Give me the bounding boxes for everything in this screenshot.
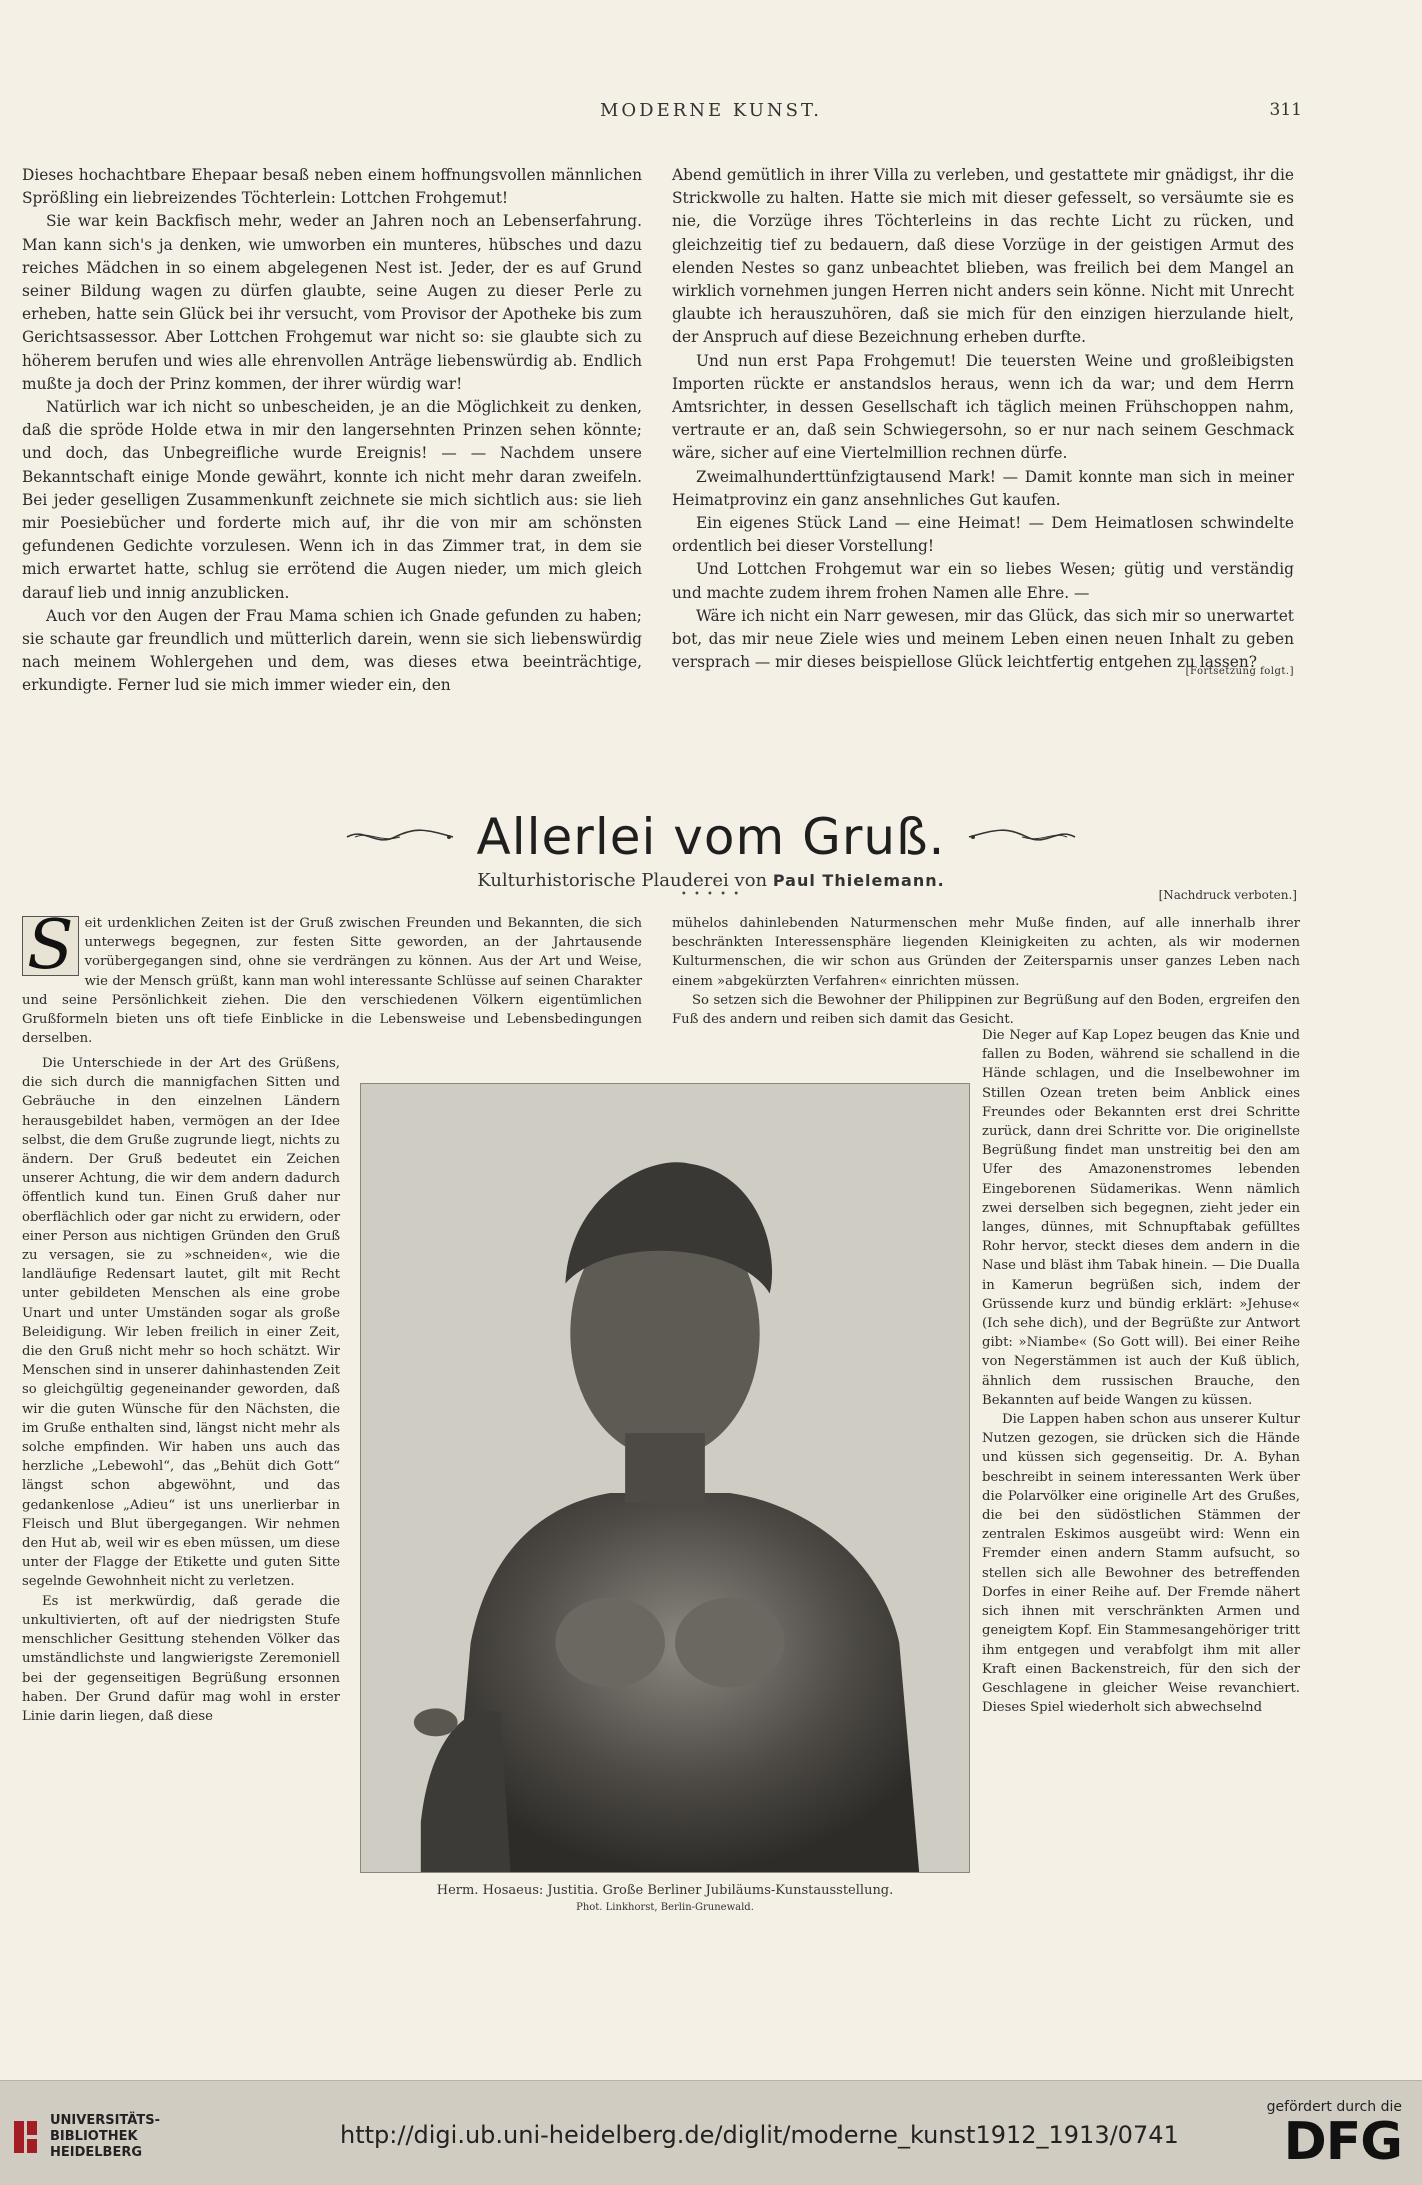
paragraph: Die Unterschiede in der Art des Grüßens, die sich durch die mannigfachen Sitten und Gebräuche in den einzelnen Ländern herausgebildet haben, vermögen an der Idee selbst, die dem Gruße zugrunde liegt, nichts zu ändern. Der Gruß bedeutet ein Zeichen unserer Achtung, die wir dem andern dadurch öffentlich kund tun. Einen Gruß daher nur oberflächlich oder gar nicht zu erwidern, oder einer Person aus nichtigen Gründen den Gruß zu versagen, sie zu »schneiden«, wie die landläufige Redensart lautet, gilt mit Recht unter gebildeten Menschen als eine grobe Unart und unter Umständen sogar als große Beleidigung. Wir leben freilich in einer Zeit, die den Gruß nicht mehr so hoch schätzt. Wir Menschen sind in unserer dahinhastenden Zeit so gleichgültig gegeneinander geworden, daß wir die guten Wünsche für den Nächsten, die im Gruße enthalten sind, längst nicht mehr als solche empfinden. Wir haben uns auch das herzliche „Lebewohl“, das „Behüt dich Gott“ längst schon abgewöhnt, und das gedankenlose „Adieu“ ist uns unerlierbar in Fleisch und Blut übergegangen. Wir nehmen den Hut ab, weil wir es eben müssen, um diese unter der Flagge der Etikette und guten Sitte segelnde Gewohnheit nicht zu verletzen. [22, 1056, 340, 1590]
subtitle-prefix: Kulturhistorische Plauderei von [477, 870, 768, 891]
article-column-right [982, 1026, 1300, 1717]
article-heading [0, 808, 1422, 900]
institution-line: HEIDELBERG [50, 2145, 143, 2160]
paragraph: Natürlich war ich nicht so unbescheiden, je an die Möglichkeit zu denken, daß die spröde Holde etwa in mir den langersehnten Prinzen sehen könnte; und doch, das Unbegreifliche wurde Ereignis! — — Nachdem unsere Bekanntschaft einige Monde gewährt, konnte ich nicht mehr daran zweifeln. Bei jeder geselligen Zusammenkunft zeichnete sie mich sichtlich aus: sie lieh mir Poesiebücher und forderte mich auf, ihr die von mir am schönsten gefundenen Gedichte vorzulesen. Wenn ich in das Zimmer trat, in dem sie mich erwartet hatte, schlug sie errötend die Augen nieder, um mich gleich darauf lieb und innig anzublicken. [22, 398, 642, 602]
running-title: MODERNE KUNST. [599, 100, 823, 121]
institution-line: BIBLIOTHEK [50, 2129, 138, 2144]
continued-note: [Fortsetzung folgt.] [1185, 666, 1294, 678]
library-logo-icon [12, 2119, 40, 2155]
reprint-note: [Nachdruck verboten.] [1158, 888, 1297, 902]
paragraph: So setzen sich die Bewohner der Philippinen zur Begrüßung auf den Boden, ergreifen den Fuß des andern und reiben sich damit das Gesicht. [672, 992, 1300, 1028]
article-column-left [22, 1054, 340, 1726]
article-column-right-top [672, 914, 1300, 1029]
institution-name [50, 2113, 160, 2161]
drop-cap: S [22, 916, 79, 976]
statue-image-icon [361, 1084, 969, 1872]
funded-by-text: gefördert durch die [1266, 2099, 1402, 2115]
dfg-logo: DFG [1283, 2112, 1402, 2172]
paragraph [22, 906, 642, 1048]
paragraph: Dieses hochachtbare Ehepaar besaß neben einem hoffnungsvollen männlichen Sprößling ein liebreizendes Töchterlein: Lottchen Frohgemut! [22, 166, 642, 208]
paragraph: Und Lottchen Frohgemut war ein so liebes Wesen; gütig und verständig und machte zudem ihrem frohen Namen alle Ehre. — [672, 560, 1294, 602]
paragraph: Die Lappen haben schon aus unserer Kultur Nutzen gezogen, sie drücken sich die Hände und küssen sich gegenseitig. Dr. A. Byhan beschreibt in seinem interessanten Werk über die Polarvölker eine originelle Art des Grußes, die bei den südöstlichen Stämmen der zentralen Eskimos ausgeübt wird: Wenn ein Fremder einen andern Stamm aufsucht, so stellen sich alle Bewohner des betreffenden Dorfes in einer Reihe auf. Der Fremde nähert sich ihnen mit verschränkten Armen und geneigtem Kopf. Ein Stammesangehöriger tritt ihm entgegen und verabfolgt ihm mit aller Kraft einen Backenstreich, für den sich der Geschlagene in gleicher Weise revanchiert. Dieses Spiel wiederholt sich abwechselnd [982, 1412, 1300, 1716]
paragraph: Sie war kein Backfisch mehr, weder an Jahren noch an Lebenserfahrung. Man kann sich's ja denken, wie umworben ein munteres, hübsches und dazu reiches Mädchen in so einem abgelegenen Nest ist. Jeder, der es auf Grund seiner Bildung wagen zu dürfen glaubte, seine Augen zu dieser Perle zu erheben, hatte sein Glück bei ihr versucht, vom Provisor der Apotheke bis zum Gerichtsassessor. Aber Lottchen Frohgemut war nicht so: sie glaubte sich zu höherem berufen und wies alle ehrenvollen Anträge liebenswürdig ab. Endlich mußte ja doch der Prinz kommen, der ihrer würdig war! [22, 212, 642, 393]
story-column-left [22, 164, 642, 698]
intro-text: eit urdenklichen Zeiten ist der Gruß zwischen Freunden und Bekannten, die sich unterwegs begegnen, zur festen Sitte geworden, an der Jahrtausende vorübergegangen sind, ohne sie verdrängen zu können. Aus der Art und Weise, wie der Mensch grüßt, kann man wohl interessante Schlüsse auf seinen Charakter und seine Persönlichkeit ziehen. Die den verschiedenen Völkern eigentümlichen Grußformeln bieten uns oft tiefe Einblicke in die Lebensweise und Lebensbedingungen derselben. [22, 916, 642, 1047]
footer-bar [0, 2080, 1422, 2185]
university-logo[interactable] [12, 2113, 160, 2161]
flourish-left-icon [345, 825, 455, 849]
article-title-row [345, 808, 1078, 866]
paragraph: Abend gemütlich in ihrer Villa zu verleben, und gestattete mir gnädigst, ihr die Strickwolle zu halten. Hatte sie mich mit dieser gefesselt, so versäumte sie es nie, die Vorzüge ihres Töchterleins in das rechte Licht zu rücken, und gleichzeitig tief zu bedauern, daß diese Vorzüge in der geistigen Armut des elenden Nestes so ganz unbeachtet blieben, was freilich bei dem Mangel an wirklich vornehmen jungen Herren nicht anders sein könne. Nicht mit Unrecht glaubte ich herauszuhören, daß sie mich für den einzigen hierzulande hielt, der Anspruch auf diese Bezeichnung erheben durfte. [672, 166, 1294, 347]
paragraph: Auch vor den Augen der Frau Mama schien ich Gnade gefunden zu haben; sie schaute gar freundlich und mütterlich darein, wenn sie sich liebenswürdig nach meinem Wohlergehen und dem, was dieses etwa beeinträchtige, erkundigte. Ferner lud sie mich immer wieder ein, den [22, 606, 642, 695]
figure-caption [360, 1882, 970, 1916]
sculpture-photo [360, 1083, 970, 1873]
photo-credit: Phot. Linkhorst, Berlin-Grunewald. [576, 1902, 754, 1913]
divider-dots: • • • • • [680, 889, 742, 900]
paragraph: Und nun erst Papa Frohgemut! Die teuersten Weine und großleibigsten Importen rückte er anstandslos heraus, wenn ich da war; und dem Herrn Amtsrichter, in dessen Gesellschaft ich täglich meinen Frühschoppen nahm, vertraute er an, daß sein Schwiegersohn, so er nur nach seinem Geschmack wäre, sicher auf eine Viertelmillion rechnen dürfe. [672, 351, 1294, 463]
paragraph: Wäre ich nicht ein Narr gewesen, mir das Glück, das sich mir so unerwartet bot, das mir neue Ziele wies und meinem Leben einen neuen Inhalt zu geben versprach — mir dieses beispiellose Glück leichtfertig entgehen zu lassen? [672, 606, 1294, 672]
flourish-right-icon [967, 825, 1077, 849]
paragraph: Zweimalhunderttünfzigtausend Mark! — Damit konnte man sich in meiner Heimatprovinz ein ganz ansehnliches Gut kaufen. [672, 467, 1294, 509]
story-column-right [672, 164, 1294, 684]
source-url[interactable]: http://digi.ub.uni-heidelberg.de/diglit/moderne_kunst1912_1913/0741 [340, 2121, 1179, 2149]
article-intro [22, 906, 642, 1048]
article-title: Allerlei vom Gruß. [476, 808, 946, 866]
institution-line: UNIVERSITÄTS- [50, 2113, 160, 2128]
page-number: 311 [1269, 100, 1302, 120]
paragraph: Es ist merkwürdig, daß gerade die unkultivierten, oft auf der niedrigsten Stufe menschlicher Gesittung stehenden Völker das umständlichste und langwierigste Zeremoniell bei der gegenseitigen Begrüßung ersonnen haben. Der Grund dafür mag wohl in erster Linie darin liegen, daß diese [22, 1593, 340, 1724]
caption-text: Herm. Hosaeus: Justitia. Große Berliner Jubiläums-Kunstausstellung. [436, 1883, 894, 1898]
author-name: Paul Thielemann. [772, 871, 945, 890]
paragraph: Ein eigenes Stück Land — eine Heimat! — Dem Heimatlosen schwindelte ordentlich bei dieser Vorstellung! [672, 514, 1294, 556]
paragraph: Die Neger auf Kap Lopez beugen das Knie und fallen zu Boden, während sie schallend in die Hände schlagen, und die Inselbewohner im Stillen Ozean treten beim Anblick eines Freundes oder Bekannten erst drei Schritte zurück, dann drei Schritte vor. Die originellste Begrüßung findet man unstreitig bei den am Ufer des Amazonenstromes lebenden Eingeborenen Südamerikas. Wenn nämlich zwei derselben sich begegnen, zieht jeder ein langes, dünnes, mit Schnupftabak gefülltes Rohr hervor, steckt dieses dem andern in die Nase und bläst ihm Tabak hinein. — Die Dualla in Kamerun begrüßen sich, indem der Grüssende kurz und bündig erklärt: »Jehuse« (Ich sehe dich), und der Begrüßte zur Antwort gibt: »Niambe« (So Gott will). Bei einer Reihe von Negerstämmen ist auch der Kuß üblich, ähnlich dem russischen Brauche, den Bekannten auf beide Wangen zu küssen. [982, 1028, 1300, 1408]
funding-credit[interactable] [1266, 2099, 1402, 2172]
paragraph: mühelos dahinlebenden Naturmenschen mehr Muße finden, auf alle innerhalb ihrer beschränkten Interessensphäre liegenden Kleinigkeiten zu achten, als wir modernen Kulturmenschen, die wir schon aus Gründen der Zeitersparnis unser ganzes Leben nach einem »abgekürzten Verfahren« einrichten müssen. [672, 916, 1300, 989]
